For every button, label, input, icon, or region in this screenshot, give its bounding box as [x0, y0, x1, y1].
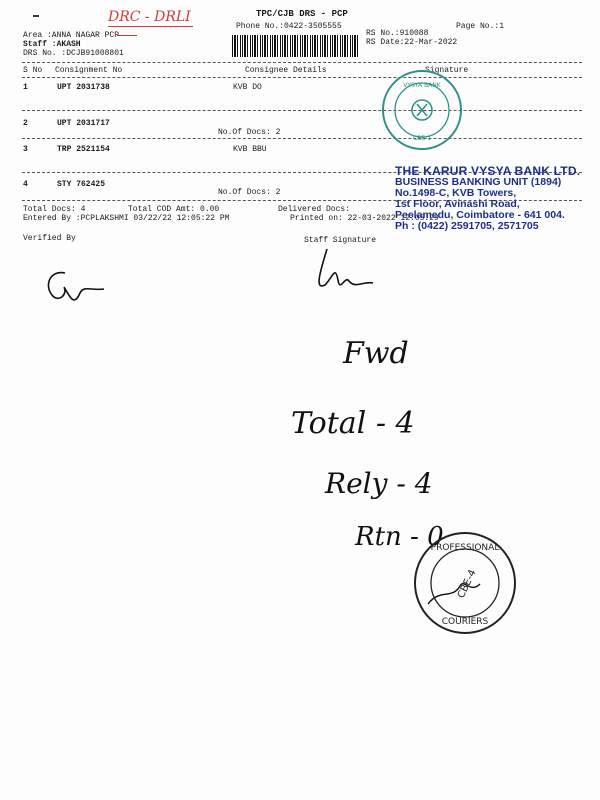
bank-round-seal — [380, 68, 464, 152]
delivered-docs: Delivered Docs: — [278, 205, 351, 214]
row-consignment: UPT 2031717 — [57, 119, 110, 128]
total-cod: Total COD Amt: 0.00 — [128, 205, 220, 214]
svg-text:VYSYA BANK: VYSYA BANK — [403, 82, 441, 89]
note-rely: Rely - 4 — [325, 467, 433, 500]
staff-signature — [305, 245, 380, 305]
row-doc-count: No.Of Docs: 2 — [218, 128, 281, 137]
note-fwd: Fwd — [343, 336, 409, 371]
row-consignee: KVB BBU — [233, 145, 267, 154]
courier-round-seal — [410, 528, 520, 638]
col-consignment: Consignment No — [55, 66, 123, 75]
svg-text:COURIERS: COURIERS — [441, 617, 489, 627]
row-consignment: TRP 2521154 — [57, 145, 110, 154]
staff-field: Staff :AKASH — [23, 40, 81, 49]
row-consignment: UPT 2031738 — [57, 83, 110, 92]
drs-number: DRS No. :DCJB91008801 — [23, 49, 124, 58]
area-strike — [117, 35, 137, 36]
verified-by-label: Verified By — [23, 234, 76, 243]
handwritten-notes — [285, 305, 485, 565]
bank-address-2: 1st Floor, Avinashi Road, — [395, 198, 520, 210]
bank-unit: BUSINESS BANKING UNIT (1894) — [395, 176, 562, 188]
entered-by: Entered By :PCPLAKSHMI 03/22/22 12:05:22 PM — [23, 214, 230, 223]
staff-signature-label: Staff Signature — [304, 236, 377, 245]
row-sno: 2 — [23, 119, 28, 128]
page-number: Page No.:1 — [456, 22, 505, 31]
svg-text:CBE-4: CBE-4 — [455, 568, 479, 601]
underline-mark — [108, 26, 193, 27]
row-consignee: KVB DO — [233, 83, 262, 92]
row-consignment: STY 762425 — [57, 180, 106, 189]
rs-number: RS No.:910088 — [366, 29, 429, 38]
bank-address-3: Peelamedu, Coimbatore - 641 004. — [395, 209, 565, 221]
corner-mark — [33, 15, 39, 17]
note-total: Total - 4 — [291, 406, 415, 441]
printed-on: Printed on: 22-03-2022 12:05:29 — [290, 214, 439, 223]
phone-number: Phone No.:0422-3505555 — [236, 22, 342, 31]
svg-text:PROFESSIONAL: PROFESSIONAL — [430, 543, 500, 553]
note-rtn: Rtn - 0 — [355, 522, 444, 552]
handwritten-note-red: DRC - DRLI — [108, 9, 191, 25]
row-sno: 3 — [23, 145, 28, 154]
bank-phone: Ph : (0422) 2591705, 2571705 — [395, 220, 539, 232]
bank-address-1: No.1498-C, KVB Towers, — [395, 187, 517, 199]
col-consignee: Consignee Details — [245, 66, 327, 75]
col-sno: S No — [23, 66, 43, 75]
total-docs: Total Docs: 4 — [23, 205, 86, 214]
row-divider — [22, 138, 582, 139]
area-field: Area :ANNA NAGAR PCP — [23, 31, 120, 40]
bank-address-stamp — [395, 166, 580, 232]
rs-date: RS Date:22-Mar-2022 — [366, 38, 458, 47]
barcode — [232, 35, 360, 57]
col-signature: Signature — [425, 66, 469, 75]
verifier-signature — [40, 265, 110, 315]
row-sno: 4 — [23, 180, 28, 189]
divider-header — [22, 77, 582, 78]
divider-top — [22, 62, 582, 63]
document-title: TPC/CJB DRS - PCP — [256, 9, 348, 19]
row-sno: 1 — [23, 83, 28, 92]
svg-text:CBE-1: CBE-1 — [412, 135, 432, 142]
bank-name: THE KARUR VYSYA BANK LTD. — [395, 164, 581, 178]
row-doc-count: No.Of Docs: 2 — [218, 188, 281, 197]
row-divider — [22, 110, 582, 111]
